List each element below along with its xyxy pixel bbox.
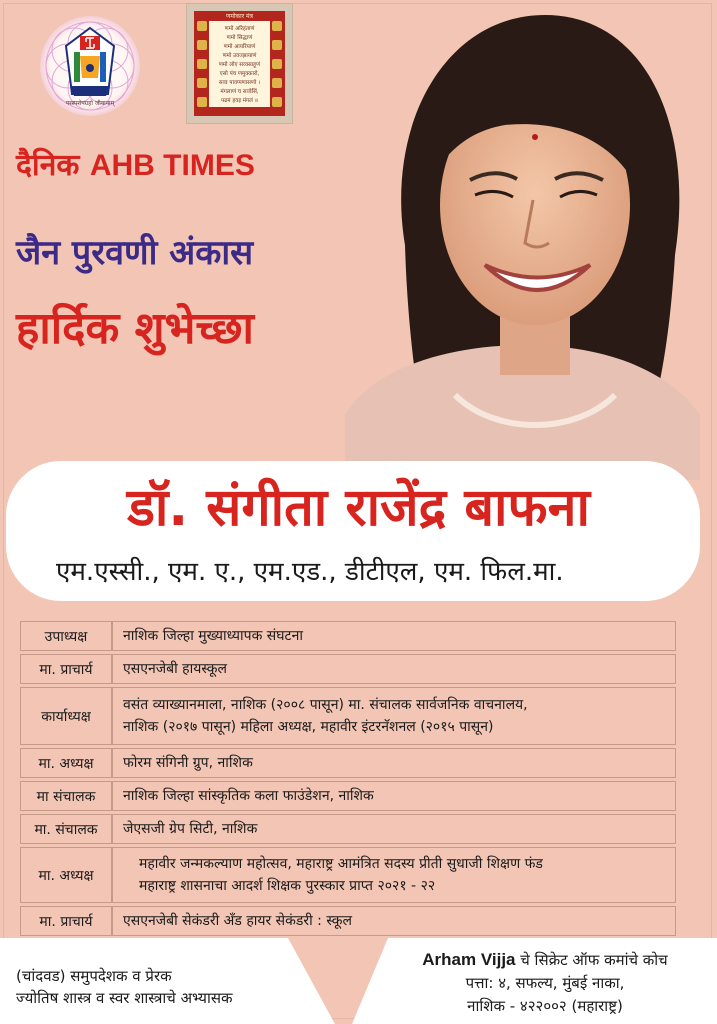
role-detail-line: महावीर जन्मकल्याण महोत्सव, महाराष्ट्र आमंत्रित सदस्य प्रीती सुधाजी शिक्षण फंड <box>139 856 543 872</box>
brand-name: AHB TIMES <box>89 149 255 182</box>
person-degrees: एम.एस्सी., एम. ए., एम.एड., डीटीएल, एम. फिल.मा. <box>56 557 564 587</box>
greeting-heading: हार्दिक शुभेच्छा <box>16 303 254 354</box>
ornament-icon <box>197 59 207 69</box>
role-detail: एसएनजेबी सेकंडरी अँड हायर सेकंडरी : स्कूल <box>112 906 676 936</box>
jain-emblem-logo <box>40 16 140 116</box>
role-detail: नाशिक जिल्हा सांस्कृतिक कला फाउंडेशन, नाशिक <box>112 781 676 811</box>
portrait-photo <box>345 15 700 480</box>
mantra-line: णमो सिद्धाणं <box>226 35 253 41</box>
footer-left-line: (चांदवड) समुपदेशक व प्रेरक <box>16 967 172 985</box>
mantra-line: पढमं हवइ मंगलं ॥ <box>221 98 258 104</box>
ornament-icon <box>197 97 207 107</box>
role-detail-line: नाशिक (२०१७ पासून) महिला अध्यक्ष, महावीर इंटरनॅशनल (२०१५ पासून) <box>123 719 494 735</box>
footer-left-line: ज्योतिष शास्त्र व स्वर शास्त्राचे अभ्यासक <box>16 989 233 1007</box>
org-suffix: चे सिक्रेट ऑफ कमांचे कोच <box>515 951 668 969</box>
ornament-icon <box>272 97 282 107</box>
ornament-icon <box>272 40 282 50</box>
role-detail: फोरम संगिनी ग्रुप, नाशिक <box>112 748 676 778</box>
role-title: मा. अध्यक्ष <box>20 748 112 778</box>
mantra-line: णमो अरिहंताणं <box>224 26 255 32</box>
mantra-line: मंगलाणं च सव्वेसिं, <box>220 89 259 95</box>
brand-prefix: दैनिक <box>16 148 80 183</box>
address-line: नाशिक - ४२२००२ (महाराष्ट्र) <box>467 997 623 1015</box>
mantra-line: सव्व पावप्पणासणो । <box>218 80 261 86</box>
role-title: मा. प्राचार्य <box>20 654 112 684</box>
table-row <box>20 906 676 936</box>
footer-address <box>380 948 710 1018</box>
plaque-title: णमोकार मंत्र <box>226 13 253 20</box>
role-title: मा. संचालक <box>20 814 112 844</box>
table-row <box>20 814 676 844</box>
plaque-right-ornaments <box>272 21 282 107</box>
person-name: डॉ. संगीता राजेंद्र बाफना <box>127 478 590 538</box>
table-row <box>20 781 676 811</box>
footer-credentials <box>16 965 233 1009</box>
newspaper-brand <box>16 143 255 184</box>
mantra-line: णमो उवज्झायाणं <box>222 53 257 59</box>
plaque-mantra-text <box>209 21 270 107</box>
role-detail <box>112 847 676 903</box>
role-detail: एसएनजेबी हायस्कूल <box>112 654 676 684</box>
address-line: पत्ता: ४, सफल्य, मुंबई नाका, <box>465 974 625 992</box>
role-detail-line: महाराष्ट्र शासनाचा आदर्श शिक्षक पुरस्कार प्राप्त २०२१ - २२ <box>139 878 436 894</box>
supplement-heading: जैन पुरवणी अंकास <box>16 233 254 273</box>
role-title: मा. प्राचार्य <box>20 906 112 936</box>
table-row <box>20 654 676 684</box>
ornament-icon <box>272 78 282 88</box>
roles-table <box>20 618 676 939</box>
navkar-mantra-plaque <box>187 4 292 123</box>
role-detail-line: वसंत व्याख्यानमाला, नाशिक (२००८ पासून) मा. संचालक सार्वजनिक वाचनालय, <box>123 697 528 713</box>
role-title: मा संचालक <box>20 781 112 811</box>
footer-org-line <box>380 948 710 972</box>
table-row <box>20 621 676 651</box>
mantra-line: एसो पंच णमुक्कारो, <box>219 71 260 77</box>
ornament-icon <box>197 21 207 31</box>
ornament-icon <box>197 78 207 88</box>
ornament-icon <box>197 40 207 50</box>
ornament-icon <box>272 59 282 69</box>
ornament-icon <box>272 21 282 31</box>
role-title: मा. अध्यक्ष <box>20 847 112 903</box>
plaque-left-ornaments <box>197 21 207 107</box>
role-detail <box>112 687 676 745</box>
table-row <box>20 687 676 745</box>
role-detail: जेएसजी ग्रेप सिटी, नाशिक <box>112 814 676 844</box>
mantra-line: णमो आयरियाणं <box>223 44 256 50</box>
table-row <box>20 748 676 778</box>
mantra-line: णमो लोए सव्वसाहूणं <box>218 62 261 68</box>
table-row <box>20 847 676 903</box>
org-name: Arham Vijja <box>422 950 516 969</box>
logo-caption: परस्परोपग्रहो जीवानाम् <box>65 100 115 107</box>
role-title: कार्याध्यक्ष <box>20 687 112 745</box>
role-title: उपाध्यक्ष <box>20 621 112 651</box>
role-detail: नाशिक जिल्हा मुख्याध्यापक संघटना <box>112 621 676 651</box>
